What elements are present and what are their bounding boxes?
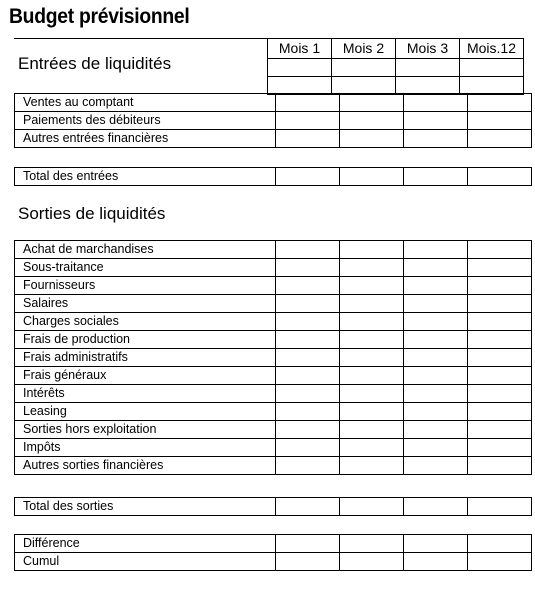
value-cell[interactable] — [340, 498, 404, 516]
month-header: Mois 1 — [268, 39, 332, 59]
value-cell[interactable] — [276, 385, 340, 403]
value-cell[interactable] — [276, 421, 340, 439]
value-cell[interactable] — [404, 331, 468, 349]
row-label: Cumul — [15, 553, 276, 571]
value-cell[interactable] — [340, 439, 404, 457]
row-label: Total des entrées — [15, 168, 276, 186]
value-cell[interactable] — [276, 130, 340, 148]
value-cell[interactable] — [404, 553, 468, 571]
value-cell[interactable] — [468, 439, 532, 457]
value-cell[interactable] — [468, 385, 532, 403]
value-cell[interactable] — [468, 130, 532, 148]
value-cell[interactable] — [404, 498, 468, 516]
value-cell[interactable] — [340, 313, 404, 331]
value-cell[interactable] — [404, 259, 468, 277]
value-cell[interactable] — [468, 349, 532, 367]
entrees-table — [14, 93, 532, 148]
value-cell[interactable] — [276, 313, 340, 331]
value-cell[interactable] — [340, 259, 404, 277]
value-cell[interactable] — [404, 295, 468, 313]
table-row — [15, 553, 532, 571]
row-label: Sous-traitance — [15, 259, 276, 277]
table-row — [15, 168, 532, 186]
table-row — [15, 277, 532, 295]
value-cell[interactable] — [404, 168, 468, 186]
table-row — [15, 295, 532, 313]
header-cell[interactable] — [332, 59, 396, 77]
value-cell[interactable] — [468, 457, 532, 475]
value-cell[interactable] — [468, 313, 532, 331]
value-cell[interactable] — [404, 385, 468, 403]
header-cell[interactable] — [396, 59, 460, 77]
table-row — [15, 313, 532, 331]
table-row — [15, 535, 532, 553]
value-cell[interactable] — [340, 277, 404, 295]
value-cell[interactable] — [340, 295, 404, 313]
page-title: Budget prévisionnel — [9, 5, 190, 28]
value-cell[interactable] — [340, 403, 404, 421]
table-row — [15, 259, 532, 277]
value-cell[interactable] — [340, 168, 404, 186]
value-cell[interactable] — [276, 403, 340, 421]
row-label: Frais de production — [15, 331, 276, 349]
header-cell[interactable] — [460, 59, 524, 77]
value-cell[interactable] — [276, 439, 340, 457]
value-cell[interactable] — [468, 112, 532, 130]
row-label: Paiements des débiteurs — [15, 112, 276, 130]
value-cell[interactable] — [276, 241, 340, 259]
header-cell[interactable] — [268, 59, 332, 77]
row-label: Sorties hors exploitation — [15, 421, 276, 439]
value-cell[interactable] — [468, 168, 532, 186]
row-label: Autres sorties financières — [15, 457, 276, 475]
months-header — [267, 38, 524, 95]
sorties-table — [14, 240, 532, 475]
value-cell[interactable] — [340, 349, 404, 367]
table-row — [15, 112, 532, 130]
value-cell[interactable] — [468, 331, 532, 349]
value-cell[interactable] — [276, 277, 340, 295]
table-row — [15, 498, 532, 516]
table-row — [15, 130, 532, 148]
header-cell[interactable] — [396, 77, 460, 95]
value-cell[interactable] — [404, 94, 468, 112]
value-cell[interactable] — [340, 385, 404, 403]
value-cell[interactable] — [340, 457, 404, 475]
value-cell[interactable] — [276, 295, 340, 313]
row-label: Frais administratifs — [15, 349, 276, 367]
value-cell[interactable] — [468, 277, 532, 295]
value-cell[interactable] — [276, 457, 340, 475]
value-cell[interactable] — [468, 403, 532, 421]
value-cell[interactable] — [276, 331, 340, 349]
value-cell[interactable] — [404, 130, 468, 148]
header-cell[interactable] — [268, 77, 332, 95]
total-entrees-table — [14, 167, 532, 186]
value-cell[interactable] — [404, 313, 468, 331]
row-label: Charges sociales — [15, 313, 276, 331]
value-cell[interactable] — [468, 421, 532, 439]
value-cell[interactable] — [276, 349, 340, 367]
value-cell[interactable] — [340, 421, 404, 439]
value-cell[interactable] — [404, 421, 468, 439]
value-cell[interactable] — [468, 553, 532, 571]
value-cell[interactable] — [340, 367, 404, 385]
row-label: Achat de marchandises — [15, 241, 276, 259]
table-row — [15, 439, 532, 457]
table-row — [15, 331, 532, 349]
value-cell[interactable] — [276, 498, 340, 516]
table-row — [15, 457, 532, 475]
value-cell[interactable] — [276, 553, 340, 571]
entrees-section-title: Entrées de liquidités — [18, 54, 172, 73]
value-cell[interactable] — [468, 295, 532, 313]
table-row — [15, 349, 532, 367]
row-label: Ventes au comptant — [15, 94, 276, 112]
row-label: Total des sorties — [15, 498, 276, 516]
header-cell[interactable] — [460, 77, 524, 95]
value-cell[interactable] — [340, 130, 404, 148]
value-cell[interactable] — [340, 331, 404, 349]
value-cell[interactable] — [468, 241, 532, 259]
row-label: Différence — [15, 535, 276, 553]
value-cell[interactable] — [404, 535, 468, 553]
row-label: Impôts — [15, 439, 276, 457]
value-cell[interactable] — [276, 367, 340, 385]
value-cell[interactable] — [404, 241, 468, 259]
value-cell[interactable] — [404, 277, 468, 295]
row-label: Autres entrées financières — [15, 130, 276, 148]
value-cell[interactable] — [468, 367, 532, 385]
value-cell[interactable] — [404, 349, 468, 367]
table-row — [15, 421, 532, 439]
value-cell[interactable] — [276, 94, 340, 112]
value-cell[interactable] — [468, 94, 532, 112]
table-row — [15, 367, 532, 385]
value-cell[interactable] — [468, 498, 532, 516]
value-cell[interactable] — [276, 259, 340, 277]
month-header: Mois.12 — [460, 39, 524, 59]
header-cell[interactable] — [332, 77, 396, 95]
value-cell[interactable] — [276, 168, 340, 186]
table-row — [15, 94, 532, 112]
month-header: Mois 2 — [332, 39, 396, 59]
value-cell[interactable] — [468, 535, 532, 553]
value-cell[interactable] — [340, 553, 404, 571]
row-label: Intérêts — [15, 385, 276, 403]
table-row — [15, 385, 532, 403]
value-cell[interactable] — [340, 241, 404, 259]
value-cell[interactable] — [340, 94, 404, 112]
value-cell[interactable] — [276, 535, 340, 553]
table-row — [15, 241, 532, 259]
value-cell[interactable] — [340, 112, 404, 130]
table-row — [15, 403, 532, 421]
total-sorties-table — [14, 497, 532, 516]
resultat-table — [14, 534, 532, 571]
value-cell[interactable] — [404, 367, 468, 385]
value-cell[interactable] — [404, 403, 468, 421]
value-cell[interactable] — [404, 457, 468, 475]
month-header: Mois 3 — [396, 39, 460, 59]
value-cell[interactable] — [276, 112, 340, 130]
row-label: Salaires — [15, 295, 276, 313]
value-cell[interactable] — [468, 259, 532, 277]
value-cell[interactable] — [404, 439, 468, 457]
row-label: Leasing — [15, 403, 276, 421]
row-label: Frais généraux — [15, 367, 276, 385]
row-label: Fournisseurs — [15, 277, 276, 295]
sorties-section-title: Sorties de liquidités — [18, 204, 166, 223]
value-cell[interactable] — [340, 535, 404, 553]
value-cell[interactable] — [404, 112, 468, 130]
